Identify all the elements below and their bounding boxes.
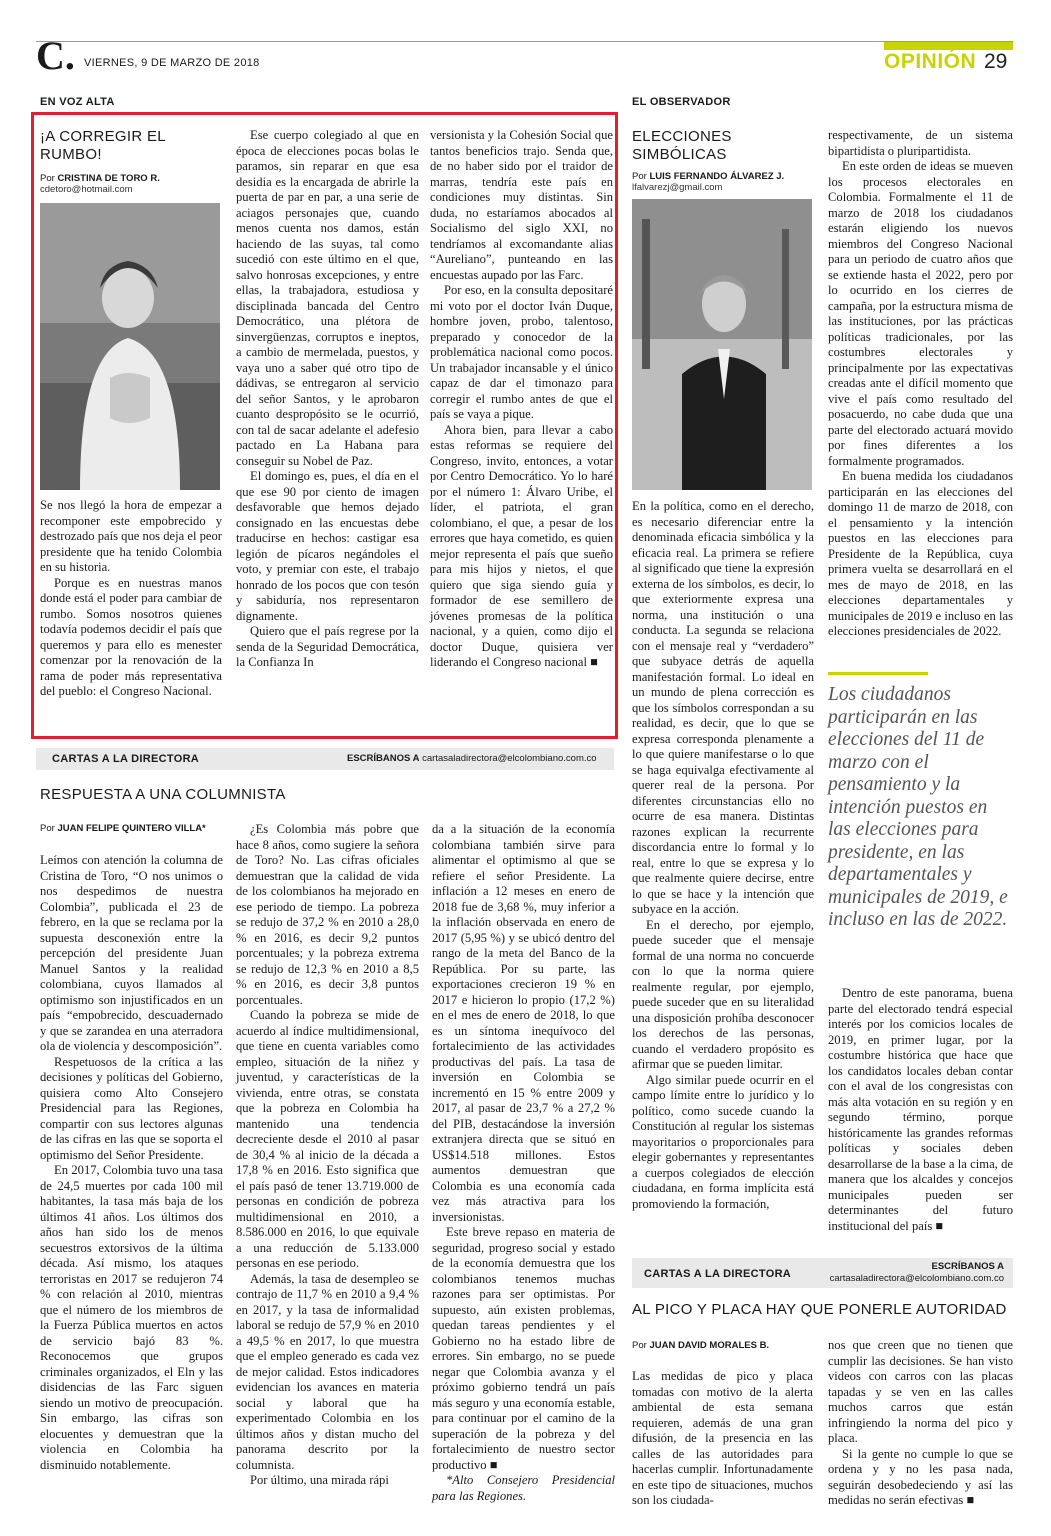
paragraph: Por último, una mirada rápi: [250, 1473, 389, 1487]
write-us-label: ESCRÍBANOS A: [347, 753, 420, 764]
paragraph: da a la situación de la economía colombiana también sirve para alimentar el optimismo al que se refiere el señor Presidente. La inflación a 12 meses en enero de 2018 fue de 3,68 %, muy inferior a la inflación observada en enero de 2017 (5,95 %) y se ubicó dentro del rango de la meta del Banco de la República. Por su parte, las exportaciones crecieron 19 % en 2017 e hicieron lo propio (17,2 %) en el mes de enero de 2018, lo que es un síntoma inequívoco del fortalecimiento de las actividades productivas del país. La tasa de inversión en Colombia se incrementó en 15 % entre 2009 y 2017, al pasar de 23,7 % a 27,2 % del PIB, destacándose la inversión extranjera directa que se situó en US$14.518 millones. Estos aumentos demuestran que Colombia es una economía cada vez más atractiva para los inversionistas.: [432, 822, 615, 1224]
author-photo: [632, 199, 812, 490]
author-portrait-image: [632, 199, 812, 490]
paragraph: Quiero que el país regrese por la senda de la Seguridad Democrática, la Confianza In: [236, 624, 419, 669]
section-label-cartas: CARTAS A LA DIRECTORA: [52, 753, 200, 765]
paragraph: En este orden de ideas se mueven los procesos electorales en Colombia. Formalmente el 11 de marzo de 2018 los ciudadanos estarán eligiendo los nuevos miembros del Congreso Nacional para un periodo de cuatro años que se extiende hasta el 2022, pero por lo ocurrido en los cierres de campaña, por la estructura misma de las instituciones, por las prácticas políticas tradicionales, por las costumbres electorales y principalmente por las expectativas creadas ante el difícil momento que vive el país como resultado del posacuerdo, no cabe duda que una parte del electorado actuará movido por fines diferentes a los formalmente programados.: [828, 159, 1013, 468]
observador-col2b: [828, 986, 1013, 1234]
paragraph: Además, la tasa de desempleo se contrajo de 11,7 % en 2010 a 9,4 % en 2017, y la tasa de informalidad laboral se redujo de 57,9 % en 2010 a 49,5 % en 2017, lo que muestra que el empleo generado es cada vez de mejor calidad. Estos indicadores evidencian los avances en materia social y laboral que ha experimentado Colombia en los últimos años y distan mucho del panorama descrito por la columnista.: [236, 1271, 419, 1472]
byline-prefix: Por: [40, 173, 55, 184]
paragraph: versionista y la Cohesión Social que tantos beneficios trajo. Senda que, de no haber sido por el traidor de marras, tendría este país en condiciones muy distintas. Sin duda, no estaríamos abocados al Socialismo del siglo XXI, no tendríamos al excomandante alias “Aureliano”, punteando en las encuestas aupado por las Farc.: [430, 128, 613, 282]
byline: [40, 823, 206, 834]
paragraph: En 2017, Colombia tuvo una tasa de 24,5 muertes por cada 100 mil habitantes, la tasa más baja de los últimos 41 años. Los últimos dos años han sido los de menos secuestros extorsivos de la última década. Así mismo, los ataques terroristas en 2017 se redujeron 74 % con relación al 2010, mientras que el número de los miembros de la Fuerza Pública muertos en actos de servicio bajó 83 %. Reconocemos que grupos criminales organizados, el Eln y las disidencias de las Farc siguen siendo un motivo de preocupación. Sin embargo, las cifras son elocuentes y demuestran que la violencia en Colombia ha disminuido notablemente.: [40, 1163, 223, 1472]
letter-title: AL PICO Y PLACA HAY QUE PONERLE AUTORIDAD: [632, 1301, 1007, 1318]
paragraph: Dentro de este panorama, buena parte del electorado tendrá especial interés por los comicios locales de 2019, en primer lugar, por la costumbre histórica que hace que los candidatos locales deban contar con el aval de los congresistas con más alta votación en su región y en segundo término, porque históricamente las grandes reformas políticas y sociales deben desarrollarse de la base a la cima, de manera que los alcaldes y concejos municipales pueden ser determinantes del futuro institucional del país ■: [828, 986, 1013, 1233]
byline: [632, 1340, 769, 1351]
pull-quote: Los ciudadanos participarán en las elecciones del 11 de marzo con el pensamiento y la intención puestos en las elecciones para presidente, en las departamentales y municipales de 2019, e incluso en las de 2022.: [828, 684, 1008, 930]
letter-col2: [236, 822, 419, 1489]
observador-col1: [632, 499, 814, 1212]
paragraph: En el derecho, por ejemplo, puede suceder que el mensaje formal de una norma no concuerde con lo que la norma quiere realmente regular, por ejemplo, puede suceder que en su literalidad una disposición prohíba desconocer los derechos de las personas, cuando el verdadero propósito es afirmar que se pueden limitar.: [632, 917, 814, 1071]
paragraph: En buena medida los ciudadanos participarán en las elecciones del domingo 11 de marzo de 2018, con el pensamiento y la intención puestos en las elecciones para Presidente de la República, cuya primera vuelta se desarrollará en el mes de mayo de 2018, en las elecciones departamentales y municipales de 2019 e incluso en las elecciones presidenciales de 2022.: [828, 469, 1013, 638]
paragraph: Leímos con atención la columna de Cristina de Toro, “O nos unimos o nos despedimos de nuestra Colombia”, publicada el 23 de febrero, en la que se reclama por la supuesta desconexión entre la percepción del presidente Juan Manuel Santos y la realidad colombiana, cuyos llamados al optimismo son injustificados en un país “empobrecido, descuadernado y que se zarandea en una aterradora ola de violencia y descomposición”.: [40, 853, 223, 1053]
author-photo: [40, 203, 220, 490]
masthead-date: VIERNES, 9 DE MARZO DE 2018: [84, 57, 260, 69]
byline-prefix: Por: [632, 171, 647, 182]
top-rule: [36, 41, 1013, 42]
column-title: ¡A CORREGIR EL RUMBO!: [40, 128, 166, 163]
section-label-voz-alta: EN VOZ ALTA: [40, 96, 115, 108]
paragraph: respectivamente, de un sistema bipartidista o pluripartidista.: [828, 128, 1013, 158]
paragraph: Algo similar puede ocurrir en el campo límite entre lo jurídico y lo político, como sucede cuando la Constitución al regular los sistemas mayoritarios o proporcionales para elegir gobernantes y representantes a cuerpos colegiados de elección ciudadana, en forma implícita está promoviendo la formación,: [632, 1072, 814, 1211]
letter-col1: [40, 853, 223, 1473]
letter-col3: [432, 822, 615, 1504]
pull-quote-accent: [828, 672, 928, 675]
paragraph: Por eso, en la consulta depositaré mi voto por el doctor Iván Duque, hombre joven, probo, talentoso, preparado y conocedor de la problemática nacional como pocos. Un trabajador incansable y el único capaz de dar el timonazo para corregir el rumbo antes de que el país se vaya a pique.: [430, 283, 613, 421]
paragraph: Si la gente no cumple lo que se ordena y y no les pasa nada, seguirán desobedeciendo y así las medidas no serán efectivas ■: [828, 1446, 1013, 1507]
paragraph: nos que creen que no tienen que cumplir las decisiones. Se han visto videos con carros con las placas tapadas y se ven en las calles muchos carros que están infringiendo la norma del pico y placa.: [828, 1338, 1013, 1445]
byline-prefix: Por: [632, 1340, 647, 1351]
paragraph: Cuando la pobreza se mide de acuerdo al índice multidimensional, que tiene en cuenta variables como empleo, situación de la niñez y juventud, y características de la vivienda, entre otras, se constata que la pobreza en Colombia ha mantenido una tendencia decreciente desde el 2010 al pasar de 30,4 % al inicio de la década a 17,8 % en 2016. Esto significa que el país pasó de tener 13.719.000 de personas en condición de pobreza multidimensional en 2010, a 8.586.000 en 2016, lo que equivale a una reducción de 5.133.000 personas en ese periodo.: [236, 1008, 419, 1270]
author-portrait-image: [40, 203, 220, 490]
author-name: LUIS FERNANDO ÁLVAREZ J.: [649, 171, 785, 182]
column-title: ELECCIONES SIMBÓLICAS: [632, 128, 732, 163]
byline: [40, 173, 160, 184]
paragraph: Ese cuerpo colegiado al que en época de elecciones pocas bolas le paramos, sin reparar en que esa desidia es la encargada de abrirle la puerta de par en par, a una serie de aciagos personajes que, cuando menos cuenta nos damos, están haciendo de las suyas, tal como sucedió con este último en el que, salvo honrosas excepciones, y entre ellas, la trabajadora, estudiosa y disciplinada bancada del Centro Democrático, una plétora de sinvergüenzas, corruptos e ineptos, a cambio de mermelada, puestos, y vaya uno a saber qué otro tipo de dádivas, se entregaron al servicio del señor Santos, y le aprobaron cuanto despropósito se le ocurrió, con tal de sacar adelante el adefesio pactado en La Habana para conseguir su Nobel de Paz.: [236, 128, 419, 468]
paragraph: Porque es en nuestras manos donde está el poder para cambiar de rumbo. Somos nosotros quienes todavía podemos decidir el país que queremos y para ello es menester comenzar por la renovación de la rama de poder más representativa del pueblo: el Congreso Nacional.: [40, 575, 222, 698]
write-us: [347, 753, 597, 764]
paragraph: Las medidas de pico y placa tomadas con motivo de la alerta ambiental de esta semana requieren, además de una gran difusión, de la presencia en las calles de las autoridades para hacerlas cumplir. Infortunadamente en este tipo de situaciones, muchos son los ciudada-: [632, 1369, 813, 1507]
observador-col2: [828, 128, 1013, 640]
paragraph: El domingo es, pues, el día en el que ese 90 por ciento de imagen desfavorable que hemos dejado consignado en las encuestas debe traducirse en hechos: castigar esa legión de pícaros negándoles el voto, y premiar con este, el trabajo honrado de los pocos que con tesón y sabiduría, nos representaron dignamente.: [236, 469, 419, 623]
write-us-label: ESCRÍBANOS A: [931, 1261, 1004, 1272]
voz-alta-col3: [430, 128, 613, 671]
letter2-col2: [828, 1338, 1013, 1509]
letter2-col1: [632, 1369, 813, 1509]
masthead-logo: C.: [36, 33, 75, 78]
section-title: OPINIÓN: [884, 50, 977, 73]
paragraph: Respetuosos de la crítica a las decisiones y políticas del Gobierno, quisiera como Alto Consejero Presidencial para las Regiones, compartir con sus lectores algunas de las cifras en las que se soporta el optimismo del Señor Presidente.: [40, 1054, 223, 1162]
author-name: JUAN DAVID MORALES B.: [649, 1340, 770, 1351]
footnote: *Alto Consejero Presidencial para las Regiones.: [432, 1473, 615, 1503]
author-name: JUAN FELIPE QUINTERO VILLA*: [57, 823, 206, 834]
voz-alta-col2: [236, 128, 419, 671]
byline-prefix: Por: [40, 823, 55, 834]
write-us-email[interactable]: cartasaladirectora@elcolombiano.com.co: [829, 1273, 1004, 1284]
author-email[interactable]: cdetoro@hotmail.com: [40, 184, 133, 195]
paragraph: Este breve repaso en materia de seguridad, progreso social y estado de la economía demuestra que los colombianos tenemos muchas razones para ser optimistas. Por supuesto, aún existen problemas, quedan tareas pendientes y el Gobierno no ha estado libre de errores. Sin embargo, no se puede negar que Colombia avanza y el próximo gobierno tendrá un país más seguro y una economía estable, para continuar por el camino de la superación de la pobreza y del fortalecimiento de nuestro sector productivo ■: [432, 1225, 615, 1472]
voz-alta-col1: [40, 498, 222, 700]
paragraph: Se nos llegó la hora de empezar a recomponer este empobrecido y destrozado país que nos deja el peor presidente que ha tenido Colombia en su historia.: [40, 498, 222, 574]
paragraph: ¿Es Colombia más pobre que hace 8 años, como sugiere la señora de Toro? No. Las cifras oficiales demuestran que la calidad de vida de los colombianos ha mejorado en ese periodo de tiempo. La pobreza se redujo de 37,2 % en 2010 a 28,0 % en 2016, es decir 9,2 puntos porcentuales; y la pobreza extrema se redujo de 12,3 % en 2010 a 8,5 % en 2016, es decir 3,8 puntos porcentuales.: [236, 822, 419, 1007]
write-us-email[interactable]: cartasaladirectora@elcolombiano.com.co: [422, 753, 597, 764]
section-label-observador: EL OBSERVADOR: [632, 96, 731, 108]
byline: [632, 171, 784, 182]
paragraph: En la política, como en el derecho, es necesario diferenciar entre la denominada eficacia simbólica y la eficacia real. La primera se refiere al significado que tiene la expresión externa de los símbolos, es decir, lo que exteriormente expresa una norma, una institución o una conducta. La segunda se relaciona con el mensaje real y “verdadero” que subyace detrás de aquella manifestación formal. Lo ideal en un mundo de plena corrección es que los símbolos correspondan a su realidad, es decir, que lo que se expresa corresponda plenamente a lo que quiere manifestarse o lo que se haga equivalga efectivamente al querer real de la persona. Por diferentes circunstancias ello no ocurre de esa manera. Distintas razones explican la recurrente discordancia entre lo formal y lo real, entre lo que se expresa y lo que realmente quiere decirse, entre lo que se hace y la intención que subyace en la acción.: [632, 499, 814, 916]
author-name: CRISTINA DE TORO R.: [57, 173, 160, 184]
author-email[interactable]: lfalvarezj@gmail.com: [632, 182, 723, 193]
page-number: 29: [984, 50, 1008, 73]
section-accent-bar: [884, 42, 1013, 50]
paragraph: Ahora bien, para llevar a cabo estas reformas se requiere del Congreso, invito, entonces, a votar por Centro Democrático. Yo lo haré por el número 1: Álvaro Uribe, el líder, el patriota, el gran colombiano, el que, a pesar de los errores que haya cometido, es quien mejor representa el país que sueño para mis hijos y nietos, el que quiero que siga siendo guía y formador de ese semillero de jóvenes promesas de la política nacional, y a quien, como dijo el doctor Duque, quisiera ver liderando el Congreso nacional ■: [430, 422, 613, 669]
section-label-cartas: CARTAS A LA DIRECTORA: [644, 1268, 792, 1280]
letter-title: RESPUESTA A UNA COLUMNISTA: [40, 786, 286, 803]
